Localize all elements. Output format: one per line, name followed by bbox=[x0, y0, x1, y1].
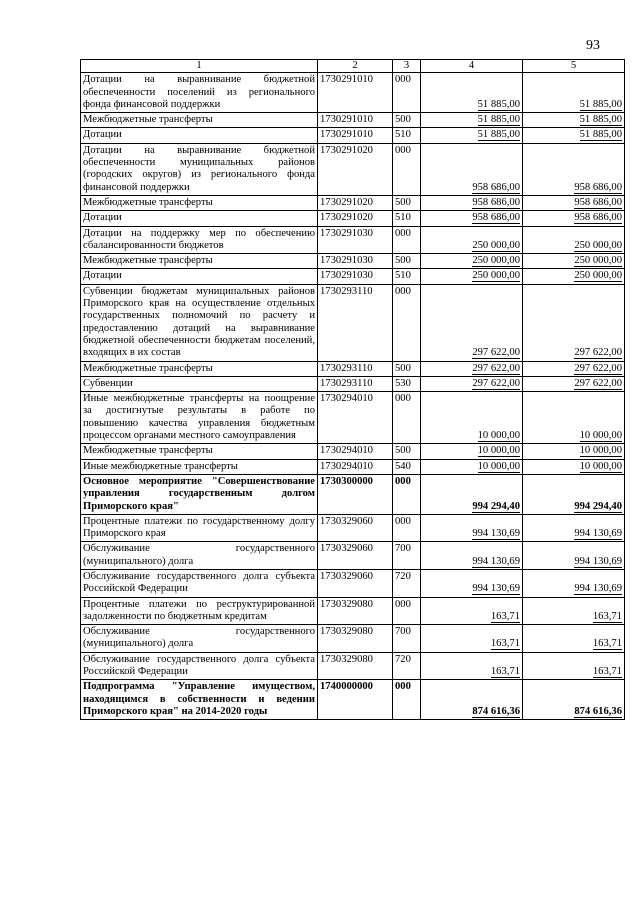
row-sum-1-value: 994 294,40 bbox=[472, 500, 520, 512]
row-sum-1-value: 10 000,00 bbox=[477, 460, 520, 472]
row-sum-2-value: 163,71 bbox=[592, 666, 622, 678]
row-sum-2 bbox=[523, 597, 625, 625]
row-name: Межбюджетные трансферты bbox=[81, 444, 318, 459]
row-expense-type: 000 bbox=[393, 226, 421, 254]
row-expense-type: 000 bbox=[393, 597, 421, 625]
row-sum-2-value: 994 130,69 bbox=[574, 555, 622, 567]
row-expense-type: 000 bbox=[393, 284, 421, 361]
table-row bbox=[81, 597, 625, 625]
row-sum-2-value: 874 616,36 bbox=[574, 705, 622, 717]
row-expense-type: 000 bbox=[393, 514, 421, 542]
row-code: 1730329060 bbox=[318, 569, 393, 597]
row-expense-type: 000 bbox=[393, 143, 421, 195]
row-sum-2-value: 163,71 bbox=[592, 610, 622, 622]
row-sum-1 bbox=[421, 195, 523, 210]
row-expense-type: 000 bbox=[393, 474, 421, 514]
table-row bbox=[81, 113, 625, 128]
row-expense-type: 540 bbox=[393, 459, 421, 474]
row-sum-1-value: 250 000,00 bbox=[472, 239, 520, 251]
row-sum-1-value: 10 000,00 bbox=[477, 430, 520, 442]
row-expense-type: 500 bbox=[393, 444, 421, 459]
row-sum-1-value: 958 686,00 bbox=[472, 212, 520, 224]
row-code: 1730291030 bbox=[318, 226, 393, 254]
row-sum-1-value: 958 686,00 bbox=[472, 196, 520, 208]
row-expense-type: 530 bbox=[393, 376, 421, 391]
row-code: 1730291010 bbox=[318, 128, 393, 143]
row-sum-1 bbox=[421, 113, 523, 128]
header-col-4: 4 bbox=[421, 60, 523, 73]
page-number: 93 bbox=[586, 38, 600, 53]
row-sum-2-value: 51 885,00 bbox=[579, 98, 622, 110]
table-row bbox=[81, 459, 625, 474]
row-sum-2 bbox=[523, 514, 625, 542]
row-sum-1 bbox=[421, 211, 523, 226]
row-sum-2 bbox=[523, 625, 625, 653]
row-sum-2-value: 10 000,00 bbox=[579, 445, 622, 457]
row-sum-2 bbox=[523, 269, 625, 284]
row-expense-type: 000 bbox=[393, 680, 421, 720]
row-sum-2 bbox=[523, 361, 625, 376]
row-code: 1730293110 bbox=[318, 376, 393, 391]
row-sum-2 bbox=[523, 143, 625, 195]
row-code: 1740000000 bbox=[318, 680, 393, 720]
row-sum-1 bbox=[421, 514, 523, 542]
row-code: 1730291020 bbox=[318, 195, 393, 210]
row-name: Обслуживание государственного долга субъекта Российской Федерации bbox=[81, 569, 318, 597]
row-sum-2 bbox=[523, 459, 625, 474]
row-sum-2 bbox=[523, 680, 625, 720]
row-sum-2 bbox=[523, 392, 625, 444]
table-row bbox=[81, 569, 625, 597]
row-sum-1 bbox=[421, 680, 523, 720]
row-sum-2 bbox=[523, 652, 625, 680]
row-code: 1730293110 bbox=[318, 284, 393, 361]
row-name: Межбюджетные трансферты bbox=[81, 195, 318, 210]
row-code: 1730291020 bbox=[318, 211, 393, 226]
row-sum-1 bbox=[421, 444, 523, 459]
table-row bbox=[81, 361, 625, 376]
row-sum-1-value: 51 885,00 bbox=[477, 98, 520, 110]
table-row bbox=[81, 376, 625, 391]
row-sum-2-value: 994 130,69 bbox=[574, 528, 622, 540]
row-sum-1 bbox=[421, 128, 523, 143]
row-sum-2-value: 297 622,00 bbox=[574, 377, 622, 389]
row-expense-type: 000 bbox=[393, 73, 421, 113]
table-row bbox=[81, 444, 625, 459]
row-code: 1730294010 bbox=[318, 459, 393, 474]
row-sum-1-value: 297 622,00 bbox=[472, 347, 520, 359]
row-sum-1 bbox=[421, 569, 523, 597]
row-sum-1-value: 51 885,00 bbox=[477, 114, 520, 126]
row-name: Обслуживание государственного (муниципального) долга bbox=[81, 542, 318, 570]
row-sum-1 bbox=[421, 73, 523, 113]
row-name: Обслуживание государственного (муниципального) долга bbox=[81, 625, 318, 653]
row-name: Субвенции bbox=[81, 376, 318, 391]
row-code: 1730291020 bbox=[318, 143, 393, 195]
row-code: 1730329080 bbox=[318, 625, 393, 653]
table-row bbox=[81, 143, 625, 195]
row-expense-type: 700 bbox=[393, 542, 421, 570]
row-name: Дотации bbox=[81, 269, 318, 284]
row-name: Дотации bbox=[81, 211, 318, 226]
row-name: Процентные платежи по государственному долгу Приморского края bbox=[81, 514, 318, 542]
table-row bbox=[81, 226, 625, 254]
row-sum-1 bbox=[421, 474, 523, 514]
row-sum-1-value: 297 622,00 bbox=[472, 377, 520, 389]
row-expense-type: 500 bbox=[393, 113, 421, 128]
table-row bbox=[81, 211, 625, 226]
row-sum-2-value: 10 000,00 bbox=[579, 430, 622, 442]
row-sum-1 bbox=[421, 625, 523, 653]
table-row bbox=[81, 73, 625, 113]
row-sum-1-value: 994 130,69 bbox=[472, 555, 520, 567]
row-sum-1-value: 163,71 bbox=[490, 666, 520, 678]
table-row bbox=[81, 542, 625, 570]
row-code: 1730300000 bbox=[318, 474, 393, 514]
row-name: Процентные платежи по реструктурированной задолженности по бюджетным кредитам bbox=[81, 597, 318, 625]
row-sum-2 bbox=[523, 376, 625, 391]
header-col-2: 2 bbox=[318, 60, 393, 73]
row-code: 1730291010 bbox=[318, 73, 393, 113]
row-name: Дотации на выравнивание бюджетной обеспеченности поселений из регионального фонда финансовой поддержки bbox=[81, 73, 318, 113]
row-name: Обслуживание государственного долга субъекта Российской Федерации bbox=[81, 652, 318, 680]
row-sum-1-value: 250 000,00 bbox=[472, 270, 520, 282]
row-sum-1 bbox=[421, 226, 523, 254]
row-code: 1730329060 bbox=[318, 542, 393, 570]
row-sum-1 bbox=[421, 597, 523, 625]
row-sum-2 bbox=[523, 113, 625, 128]
table-row bbox=[81, 269, 625, 284]
table-header-row bbox=[81, 60, 625, 73]
row-code: 1730329060 bbox=[318, 514, 393, 542]
row-sum-2 bbox=[523, 226, 625, 254]
row-sum-2-value: 297 622,00 bbox=[574, 362, 622, 374]
row-sum-1-value: 163,71 bbox=[490, 610, 520, 622]
table-row bbox=[81, 680, 625, 720]
table-row bbox=[81, 625, 625, 653]
row-expense-type: 700 bbox=[393, 625, 421, 653]
row-name: Дотации на поддержку мер по обеспечению сбалансированности бюджетов bbox=[81, 226, 318, 254]
row-code: 1730329080 bbox=[318, 652, 393, 680]
row-expense-type: 500 bbox=[393, 195, 421, 210]
row-sum-2 bbox=[523, 73, 625, 113]
row-sum-2-value: 958 686,00 bbox=[574, 212, 622, 224]
row-sum-2 bbox=[523, 474, 625, 514]
budget-table bbox=[80, 59, 625, 720]
table-row bbox=[81, 392, 625, 444]
row-code: 1730294010 bbox=[318, 444, 393, 459]
row-sum-1 bbox=[421, 542, 523, 570]
table-row bbox=[81, 514, 625, 542]
row-sum-2-value: 958 686,00 bbox=[574, 181, 622, 193]
table-row bbox=[81, 128, 625, 143]
table-row bbox=[81, 195, 625, 210]
row-sum-1 bbox=[421, 284, 523, 361]
row-sum-2-value: 994 294,40 bbox=[574, 500, 622, 512]
row-sum-1-value: 874 616,36 bbox=[472, 705, 520, 717]
row-code: 1730329080 bbox=[318, 597, 393, 625]
row-sum-2 bbox=[523, 569, 625, 597]
row-code: 1730294010 bbox=[318, 392, 393, 444]
row-sum-2-value: 958 686,00 bbox=[574, 196, 622, 208]
row-expense-type: 500 bbox=[393, 254, 421, 269]
row-expense-type: 000 bbox=[393, 392, 421, 444]
row-sum-2 bbox=[523, 254, 625, 269]
row-sum-1-value: 250 000,00 bbox=[472, 255, 520, 267]
row-sum-1 bbox=[421, 361, 523, 376]
row-sum-2-value: 163,71 bbox=[592, 638, 622, 650]
row-expense-type: 500 bbox=[393, 361, 421, 376]
row-sum-1-value: 163,71 bbox=[490, 638, 520, 650]
table-row bbox=[81, 474, 625, 514]
row-sum-2-value: 10 000,00 bbox=[579, 460, 622, 472]
row-sum-1 bbox=[421, 652, 523, 680]
row-code: 1730291010 bbox=[318, 113, 393, 128]
row-sum-2 bbox=[523, 444, 625, 459]
row-sum-2-value: 51 885,00 bbox=[579, 129, 622, 141]
row-expense-type: 720 bbox=[393, 652, 421, 680]
row-sum-2 bbox=[523, 195, 625, 210]
row-sum-1 bbox=[421, 254, 523, 269]
row-sum-2-value: 51 885,00 bbox=[579, 114, 622, 126]
row-sum-1-value: 994 130,69 bbox=[472, 583, 520, 595]
row-sum-1 bbox=[421, 269, 523, 284]
row-name: Иные межбюджетные трансферты на поощрение за достигнутые результаты в работе по повышению качества управления бюджетным процессом органами местного самоуправления bbox=[81, 392, 318, 444]
header-col-5: 5 bbox=[523, 60, 625, 73]
row-sum-1 bbox=[421, 392, 523, 444]
row-sum-2-value: 297 622,00 bbox=[574, 347, 622, 359]
row-name: Дотации на выравнивание бюджетной обеспеченности муниципальных районов (городских округов) из регионального фонда финансовой поддержки bbox=[81, 143, 318, 195]
row-expense-type: 510 bbox=[393, 128, 421, 143]
row-code: 1730291030 bbox=[318, 254, 393, 269]
header-col-1: 1 bbox=[81, 60, 318, 73]
row-name: Основное мероприятие "Совершенствование управления государственным долгом Приморского края" bbox=[81, 474, 318, 514]
row-sum-2 bbox=[523, 542, 625, 570]
row-name: Иные межбюджетные трансферты bbox=[81, 459, 318, 474]
header-col-3: 3 bbox=[393, 60, 421, 73]
row-sum-2-value: 250 000,00 bbox=[574, 270, 622, 282]
table-row bbox=[81, 254, 625, 269]
row-sum-2-value: 994 130,69 bbox=[574, 583, 622, 595]
row-sum-1-value: 297 622,00 bbox=[472, 362, 520, 374]
row-expense-type: 510 bbox=[393, 269, 421, 284]
table-row bbox=[81, 284, 625, 361]
row-sum-2 bbox=[523, 284, 625, 361]
row-sum-2-value: 250 000,00 bbox=[574, 239, 622, 251]
row-sum-1-value: 10 000,00 bbox=[477, 445, 520, 457]
row-name: Субвенции бюджетам муниципальных районов Приморского края на осуществление отдельных государственных полномочий по расчету и предоставлению дотаций на выравнивание бюджетной обеспеченности бюджетам поселений, входящих в их состав bbox=[81, 284, 318, 361]
row-code: 1730291030 bbox=[318, 269, 393, 284]
row-sum-2 bbox=[523, 128, 625, 143]
row-name: Дотации bbox=[81, 128, 318, 143]
table-row bbox=[81, 652, 625, 680]
row-sum-1-value: 994 130,69 bbox=[472, 528, 520, 540]
row-sum-1-value: 51 885,00 bbox=[477, 129, 520, 141]
row-name: Межбюджетные трансферты bbox=[81, 113, 318, 128]
row-name: Межбюджетные трансферты bbox=[81, 254, 318, 269]
row-sum-1 bbox=[421, 376, 523, 391]
row-expense-type: 720 bbox=[393, 569, 421, 597]
row-sum-2 bbox=[523, 211, 625, 226]
row-sum-2-value: 250 000,00 bbox=[574, 255, 622, 267]
row-name: Межбюджетные трансферты bbox=[81, 361, 318, 376]
row-sum-1 bbox=[421, 459, 523, 474]
row-name: Подпрограмма "Управление имуществом, находящимся в собственности и ведении Приморского края" на 2014-2020 годы bbox=[81, 680, 318, 720]
row-expense-type: 510 bbox=[393, 211, 421, 226]
row-sum-1 bbox=[421, 143, 523, 195]
row-sum-1-value: 958 686,00 bbox=[472, 181, 520, 193]
row-code: 1730293110 bbox=[318, 361, 393, 376]
